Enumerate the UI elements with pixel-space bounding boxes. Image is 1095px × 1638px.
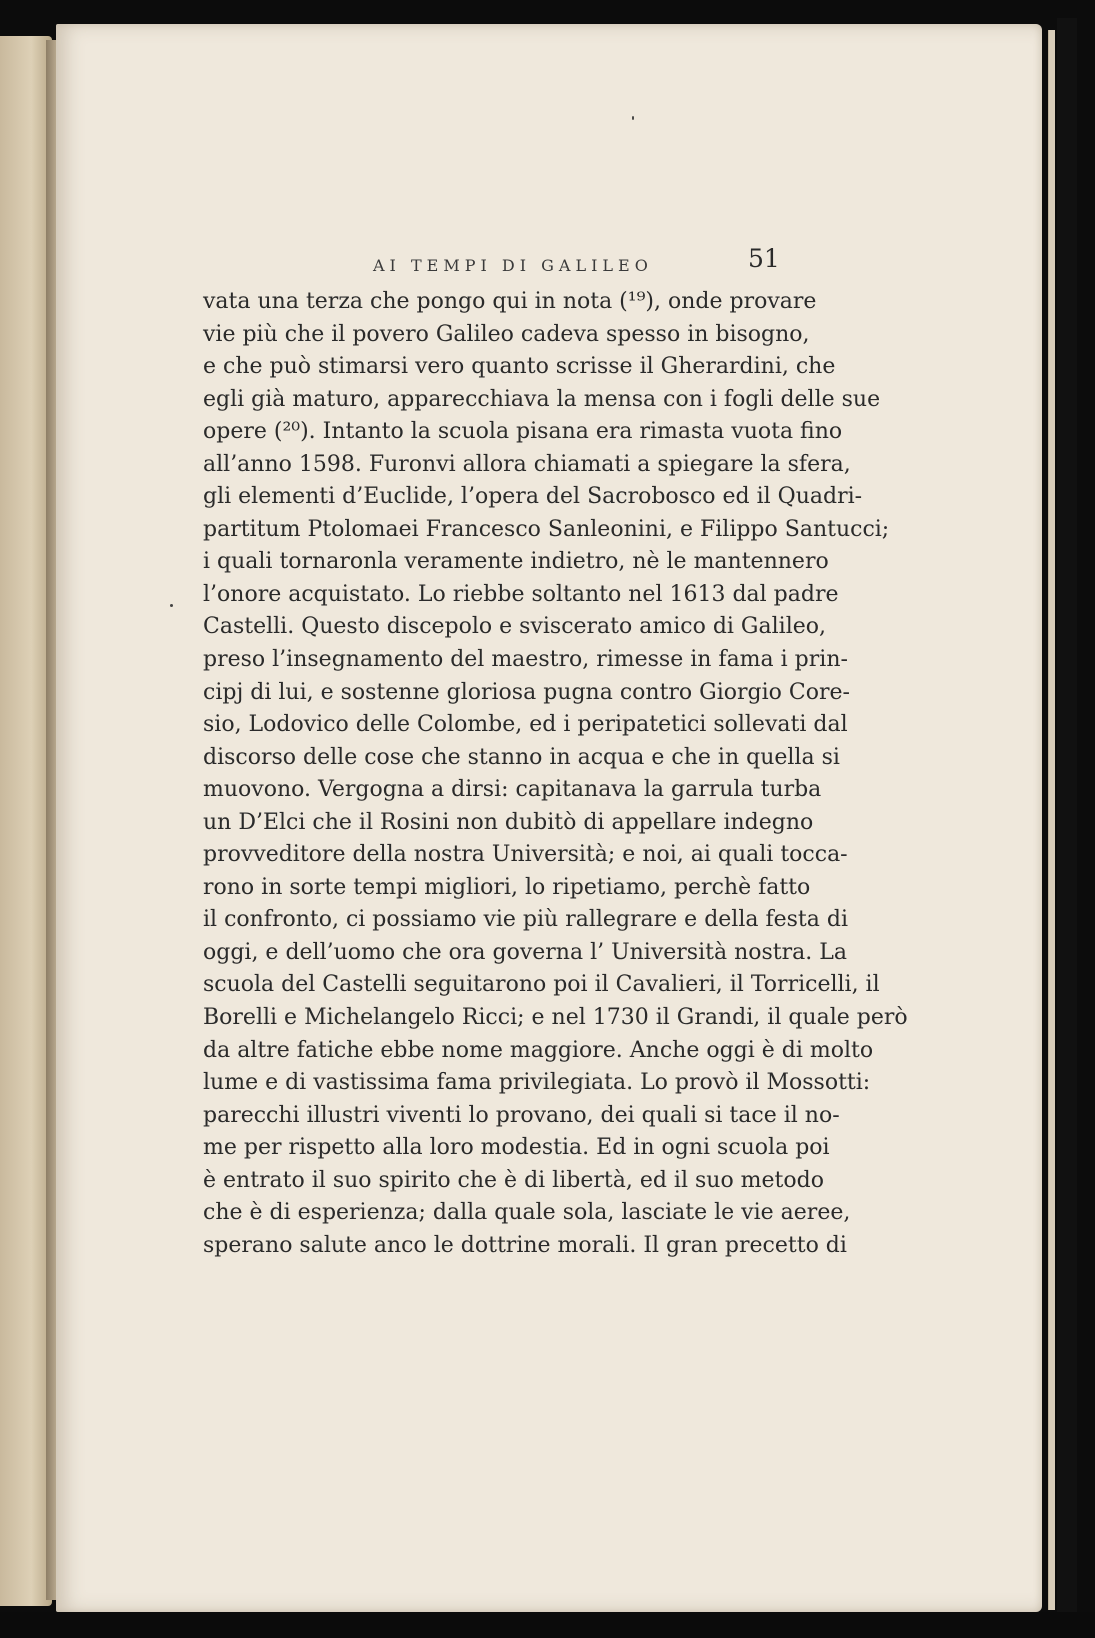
page-fore-edge xyxy=(1048,30,1055,1610)
text-line: preso l’insegnamento del maestro, rimesse in fama i prin- xyxy=(203,647,848,673)
scan-border xyxy=(1057,18,1077,1618)
text-line: all’anno 1598. Furonvi allora chiamati a spiegare la sfera, xyxy=(203,451,851,477)
text-line: che è di esperienza; dalla quale sola, lasciate le vie aeree, xyxy=(203,1200,851,1226)
text-line: partitum Ptolomaei Francesco Sanleonini, e Filippo Santucci; xyxy=(203,516,890,542)
page-header xyxy=(303,244,803,286)
running-head: AI TEMPI DI GALILEO xyxy=(373,256,653,275)
text-line: lume e di vastissima fama privilegiata. Lo provò il Mossotti: xyxy=(203,1070,871,1096)
paper-speck xyxy=(632,116,634,120)
text-line: muovono. Vergogna a dirsi: capitanava la garrula turba xyxy=(203,777,822,803)
text-line: rono in sorte tempi migliori, lo ripetiamo, perchè fatto xyxy=(203,874,811,900)
paper-speck xyxy=(170,604,173,607)
text-line: scuola del Castelli seguitarono poi il Cavalieri, il Torricelli, il xyxy=(203,972,880,998)
text-line: Castelli. Questo discepolo e sviscerato amico di Galileo, xyxy=(203,614,826,640)
text-line: sio, Lodovico delle Colombe, ed i peripatetici sollevati dal xyxy=(203,712,848,738)
page-number: 51 xyxy=(748,244,780,273)
text-line: gli elementi d’Euclide, l’opera del Sacrobosco ed il Quadri- xyxy=(203,484,863,510)
text-line: è entrato il suo spirito che è di libertà, ed il suo metodo xyxy=(203,1167,824,1193)
text-line: Borelli e Michelangelo Ricci; e nel 1730 il Grandi, il quale però xyxy=(203,1005,908,1031)
text-line: e che può stimarsi vero quanto scrisse il Gherardini, che xyxy=(203,354,836,380)
text-line: cipj di lui, e sostenne gloriosa pugna contro Giorgio Core- xyxy=(203,679,850,705)
text-line: un D’Elci che il Rosini non dubitò di appellare indegno xyxy=(203,809,814,835)
text-line: l’onore acquistato. Lo riebbe soltanto nel 1613 dal padre xyxy=(203,581,839,607)
body-text xyxy=(203,286,908,1262)
text-line: i quali tornaronla veramente indietro, nè le mantennero xyxy=(203,549,829,575)
scan-bottom-border xyxy=(0,1612,1095,1638)
text-line: parecchi illustri viventi lo provano, dei quali si tace il no- xyxy=(203,1102,840,1128)
text-line: egli già maturo, apparecchiava la mensa con i fogli delle sue xyxy=(203,386,881,412)
text-line: discorso delle cose che stanno in acqua e che in quella si xyxy=(203,744,840,770)
text-line: da altre fatiche ebbe nome maggiore. Anche oggi è di molto xyxy=(203,1037,874,1063)
text-line: vie più che il povero Galileo cadeva spesso in bisogno, xyxy=(203,321,810,347)
text-line: oggi, e dell’uomo che ora governa l’ Università nostra. La xyxy=(203,939,847,965)
text-line: vata una terza che pongo qui in nota (¹⁹), onde provare xyxy=(203,289,817,314)
text-line: provveditore della nostra Università; e noi, ai quali tocca- xyxy=(203,842,848,868)
text-line: sperano salute anco le dottrine morali. Il gran precetto di xyxy=(203,1232,847,1258)
text-line: me per rispetto alla loro modestia. Ed in ogni scuola poi xyxy=(203,1135,830,1161)
text-line: opere (²⁰). Intanto la scuola pisana era rimasta vuota fino xyxy=(203,419,843,445)
text-line: il confronto, ci possiamo vie più rallegrare e della festa di xyxy=(203,907,849,933)
facing-page-edge xyxy=(0,36,52,1606)
